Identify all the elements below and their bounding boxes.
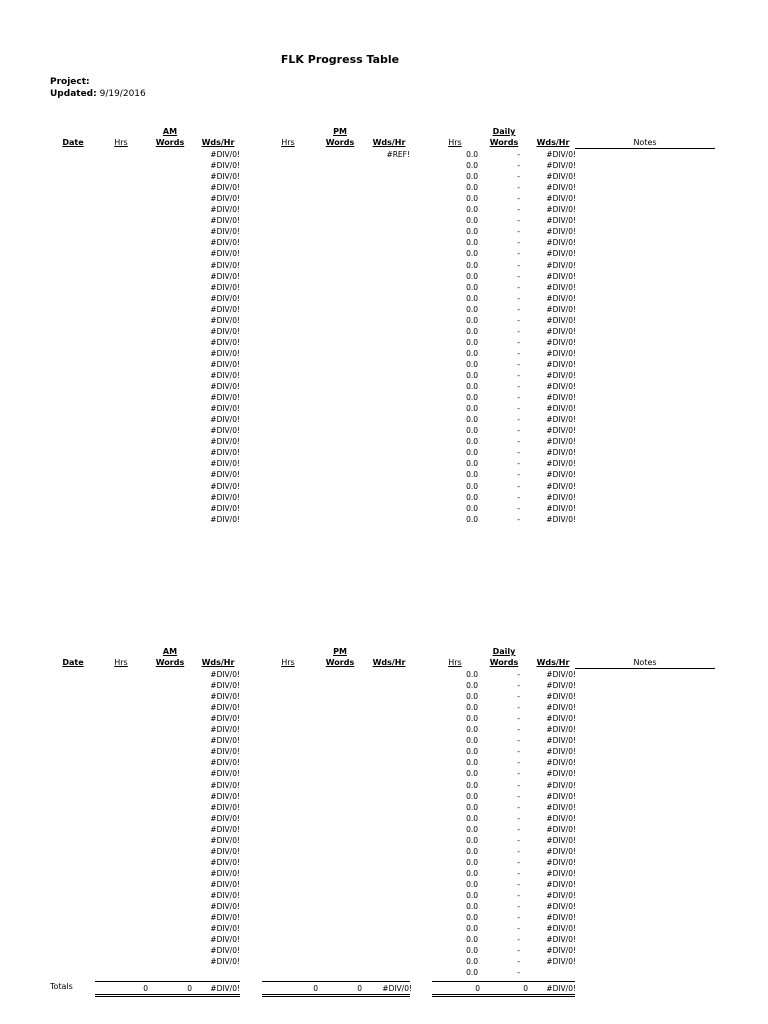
daily-words-cell: - <box>517 348 520 358</box>
daily-words-cell: - <box>517 891 520 900</box>
daily-wdshr-cell: #DIV/0! <box>546 371 576 380</box>
daily-words-cell: - <box>517 758 520 768</box>
daily-wdshr-cell: #DIV/0! <box>546 282 576 292</box>
am-wdshr-cell: #DIV/0! <box>210 813 240 823</box>
am-wdshr-cell: #DIV/0! <box>210 913 240 923</box>
daily-words-cell: - <box>517 238 520 248</box>
daily-words-cell: - <box>517 670 520 679</box>
totals-rule-bottom <box>262 994 410 997</box>
totals-am-wdshr-cell: #DIV/0! <box>210 984 240 993</box>
daily-wdshr-cell: #DIV/0! <box>546 714 576 724</box>
am-wdshr-cell: #DIV/0! <box>210 337 240 347</box>
am-wdshr-cell: #DIV/0! <box>210 703 240 713</box>
daily-wdshr-cell: #DIV/0! <box>546 260 576 270</box>
am-wdshr-cell: #DIV/0! <box>210 868 240 878</box>
am-wdshr-cell: #DIV/0! <box>210 448 240 458</box>
daily-wdshr-cell: #DIV/0! <box>546 359 576 369</box>
group-label-pm: PM <box>333 127 347 136</box>
daily-words-cell: - <box>517 359 520 369</box>
header-daily-words: Words <box>489 658 519 667</box>
am-wdshr-cell: #DIV/0! <box>210 470 240 480</box>
daily-words-cell: - <box>517 714 520 724</box>
daily-hrs-cell: 0.0 <box>466 935 478 945</box>
am-wdshr-cell: #DIV/0! <box>210 194 240 204</box>
am-wdshr-cell: #DIV/0! <box>210 957 240 967</box>
daily-hrs-cell: 0.0 <box>466 968 478 978</box>
daily-wdshr-cell: #DIV/0! <box>546 238 576 248</box>
daily-words-cell: - <box>517 791 520 801</box>
daily-wdshr-cell: #DIV/0! <box>546 857 576 867</box>
daily-hrs-cell: 0.0 <box>466 670 478 679</box>
daily-wdshr-cell: #DIV/0! <box>546 692 576 702</box>
daily-words-cell: - <box>517 205 520 215</box>
daily-words-cell: - <box>517 337 520 347</box>
header-daily-wdshr: Wds/Hr <box>536 138 570 147</box>
daily-words-cell: - <box>517 293 520 303</box>
group-label-daily: Daily <box>492 127 516 136</box>
daily-hrs-cell: 0.0 <box>466 304 478 314</box>
am-wdshr-cell: #DIV/0! <box>210 846 240 856</box>
page-title: FLK Progress Table <box>280 53 400 66</box>
daily-words-cell: - <box>517 194 520 204</box>
daily-wdshr-cell: #DIV/0! <box>546 846 576 856</box>
daily-words-cell: - <box>517 857 520 867</box>
daily-hrs-cell: 0.0 <box>466 824 478 834</box>
daily-hrs-cell: 0.0 <box>466 891 478 900</box>
daily-wdshr-cell: #DIV/0! <box>546 216 576 226</box>
am-wdshr-cell: #DIV/0! <box>210 725 240 735</box>
daily-words-cell: - <box>517 935 520 945</box>
daily-words-cell: - <box>517 393 520 403</box>
totals-pm-wdshr-cell: #DIV/0! <box>382 984 412 993</box>
daily-wdshr-cell: #DIV/0! <box>546 161 576 171</box>
header-daily-words: Words <box>489 138 519 147</box>
daily-hrs-cell: 0.0 <box>466 459 478 469</box>
daily-wdshr-cell: #DIV/0! <box>546 172 576 182</box>
daily-words-cell: - <box>517 802 520 812</box>
daily-hrs-cell: 0.0 <box>466 382 478 392</box>
daily-wdshr-cell: #DIV/0! <box>546 791 576 801</box>
daily-wdshr-cell: #DIV/0! <box>546 481 576 491</box>
daily-wdshr-cell: #DIV/0! <box>546 868 576 878</box>
totals-rule-bottom <box>95 994 240 997</box>
header-pm-hrs: Hrs <box>281 658 295 667</box>
daily-words-cell: - <box>517 824 520 834</box>
project-row <box>50 77 90 87</box>
am-wdshr-cell: #DIV/0! <box>210 150 240 159</box>
totals-daily-hrs-cell: 0 <box>475 984 480 993</box>
daily-hrs-cell: 0.0 <box>466 282 478 292</box>
totals-rule-top <box>432 981 575 982</box>
daily-hrs-cell: 0.0 <box>466 404 478 414</box>
am-wdshr-cell: #DIV/0! <box>210 681 240 691</box>
daily-wdshr-cell: #DIV/0! <box>546 404 576 414</box>
daily-words-cell: - <box>517 879 520 889</box>
daily-wdshr-cell: #DIV/0! <box>546 271 576 281</box>
daily-hrs-cell: 0.0 <box>466 337 478 347</box>
daily-words-cell: - <box>517 437 520 447</box>
daily-wdshr-cell: #DIV/0! <box>546 470 576 480</box>
group-label-am: AM <box>162 647 178 656</box>
daily-hrs-cell: 0.0 <box>466 183 478 193</box>
daily-hrs-cell: 0.0 <box>466 315 478 325</box>
daily-words-cell: - <box>517 260 520 270</box>
daily-hrs-cell: 0.0 <box>466 348 478 358</box>
daily-words-cell: - <box>517 780 520 790</box>
daily-wdshr-cell: #DIV/0! <box>546 935 576 945</box>
am-wdshr-cell: #DIV/0! <box>210 260 240 270</box>
daily-words-cell: - <box>517 404 520 414</box>
daily-wdshr-cell: #DIV/0! <box>546 304 576 314</box>
daily-hrs-cell: 0.0 <box>466 161 478 171</box>
daily-wdshr-cell: #DIV/0! <box>546 913 576 923</box>
header-notes: Notes <box>633 658 657 667</box>
daily-words-cell: - <box>517 415 520 425</box>
header-pm-hrs: Hrs <box>281 138 295 147</box>
am-wdshr-cell: #DIV/0! <box>210 183 240 193</box>
daily-wdshr-cell: #DIV/0! <box>546 891 576 900</box>
totals-am-hrs-cell: 0 <box>143 984 148 993</box>
group-label-pm: PM <box>333 647 347 656</box>
daily-wdshr-cell: #DIV/0! <box>546 725 576 735</box>
daily-wdshr-cell: #DIV/0! <box>546 736 576 746</box>
daily-hrs-cell: 0.0 <box>466 902 478 912</box>
daily-hrs-cell: 0.0 <box>466 437 478 447</box>
am-wdshr-cell: #DIV/0! <box>210 747 240 757</box>
daily-hrs-cell: 0.0 <box>466 271 478 281</box>
daily-words-cell: - <box>517 282 520 292</box>
am-wdshr-cell: #DIV/0! <box>210 924 240 934</box>
am-wdshr-cell: #DIV/0! <box>210 935 240 945</box>
daily-words-cell: - <box>517 371 520 380</box>
daily-words-cell: - <box>517 813 520 823</box>
daily-hrs-cell: 0.0 <box>466 714 478 724</box>
header-am-words: Words <box>155 138 185 147</box>
daily-wdshr-cell: #DIV/0! <box>546 813 576 823</box>
daily-hrs-cell: 0.0 <box>466 359 478 369</box>
daily-words-cell: - <box>517 315 520 325</box>
daily-words-cell: - <box>517 957 520 967</box>
am-wdshr-cell: #DIV/0! <box>210 359 240 369</box>
daily-wdshr-cell: #DIV/0! <box>546 382 576 392</box>
am-wdshr-cell: #DIV/0! <box>210 791 240 801</box>
am-wdshr-cell: #DIV/0! <box>210 161 240 171</box>
totals-daily-wdshr-cell: #DIV/0! <box>546 984 576 993</box>
daily-wdshr-cell: #DIV/0! <box>546 946 576 956</box>
header-pm-words: Words <box>325 138 355 147</box>
daily-wdshr-cell: #DIV/0! <box>546 514 576 524</box>
am-wdshr-cell: #DIV/0! <box>210 315 240 325</box>
daily-wdshr-cell: #DIV/0! <box>546 670 576 679</box>
daily-words-cell: - <box>517 868 520 878</box>
am-wdshr-cell: #DIV/0! <box>210 304 240 314</box>
am-wdshr-cell: #DIV/0! <box>210 172 240 182</box>
daily-hrs-cell: 0.0 <box>466 227 478 237</box>
header-date: Date <box>62 138 84 147</box>
am-wdshr-cell: #DIV/0! <box>210 736 240 746</box>
header-am-hrs: Hrs <box>114 138 128 147</box>
am-wdshr-cell: #DIV/0! <box>210 348 240 358</box>
daily-wdshr-cell: #DIV/0! <box>546 924 576 934</box>
am-wdshr-cell: #DIV/0! <box>210 670 240 679</box>
daily-wdshr-cell: #DIV/0! <box>546 415 576 425</box>
daily-hrs-cell: 0.0 <box>466 813 478 823</box>
daily-words-cell: - <box>517 271 520 281</box>
daily-wdshr-cell: #DIV/0! <box>546 205 576 215</box>
pm-wdshr-cell: #REF! <box>386 150 410 159</box>
daily-hrs-cell: 0.0 <box>466 238 478 248</box>
daily-hrs-cell: 0.0 <box>466 150 478 159</box>
am-wdshr-cell: #DIV/0! <box>210 216 240 226</box>
daily-wdshr-cell: #DIV/0! <box>546 879 576 889</box>
daily-hrs-cell: 0.0 <box>466 913 478 923</box>
daily-words-cell: - <box>517 736 520 746</box>
daily-hrs-cell: 0.0 <box>466 758 478 768</box>
am-wdshr-cell: #DIV/0! <box>210 404 240 414</box>
daily-hrs-cell: 0.0 <box>466 692 478 702</box>
header-daily-wdshr: Wds/Hr <box>536 658 570 667</box>
daily-wdshr-cell: #DIV/0! <box>546 747 576 757</box>
am-wdshr-cell: #DIV/0! <box>210 802 240 812</box>
am-wdshr-cell: #DIV/0! <box>210 227 240 237</box>
daily-wdshr-cell: #DIV/0! <box>546 902 576 912</box>
daily-wdshr-cell: #DIV/0! <box>546 326 576 336</box>
daily-wdshr-cell: #DIV/0! <box>546 459 576 469</box>
daily-hrs-cell: 0.0 <box>466 260 478 270</box>
daily-words-cell: - <box>517 514 520 524</box>
daily-wdshr-cell: #DIV/0! <box>546 194 576 204</box>
daily-words-cell: - <box>517 161 520 171</box>
project-label: Project: <box>50 77 90 87</box>
daily-wdshr-cell: #DIV/0! <box>546 293 576 303</box>
header-am-wdshr: Wds/Hr <box>201 138 235 147</box>
am-wdshr-cell: #DIV/0! <box>210 503 240 513</box>
daily-hrs-cell: 0.0 <box>466 681 478 691</box>
am-wdshr-cell: #DIV/0! <box>210 282 240 292</box>
daily-hrs-cell: 0.0 <box>466 946 478 956</box>
totals-rule-bottom <box>432 994 575 997</box>
daily-wdshr-cell: #DIV/0! <box>546 769 576 779</box>
daily-words-cell: - <box>517 725 520 735</box>
header-date: Date <box>62 658 84 667</box>
daily-hrs-cell: 0.0 <box>466 879 478 889</box>
am-wdshr-cell: #DIV/0! <box>210 492 240 502</box>
daily-hrs-cell: 0.0 <box>466 780 478 790</box>
am-wdshr-cell: #DIV/0! <box>210 426 240 436</box>
group-label-daily: Daily <box>492 647 516 656</box>
daily-wdshr-cell: #DIV/0! <box>546 150 576 159</box>
daily-wdshr-cell: #DIV/0! <box>546 227 576 237</box>
am-wdshr-cell: #DIV/0! <box>210 714 240 724</box>
daily-wdshr-cell: #DIV/0! <box>546 758 576 768</box>
daily-words-cell: - <box>517 503 520 513</box>
header-daily-hrs: Hrs <box>448 658 462 667</box>
am-wdshr-cell: #DIV/0! <box>210 205 240 215</box>
am-wdshr-cell: #DIV/0! <box>210 857 240 867</box>
daily-wdshr-cell: #DIV/0! <box>546 503 576 513</box>
daily-wdshr-cell: #DIV/0! <box>546 337 576 347</box>
totals-am-words-cell: 0 <box>187 984 192 993</box>
daily-hrs-cell: 0.0 <box>466 492 478 502</box>
am-wdshr-cell: #DIV/0! <box>210 238 240 248</box>
am-wdshr-cell: #DIV/0! <box>210 459 240 469</box>
daily-words-cell: - <box>517 692 520 702</box>
notes-rule <box>575 668 715 669</box>
am-wdshr-cell: #DIV/0! <box>210 271 240 281</box>
updated-row <box>50 89 146 99</box>
am-wdshr-cell: #DIV/0! <box>210 692 240 702</box>
daily-words-cell: - <box>517 304 520 314</box>
daily-hrs-cell: 0.0 <box>466 481 478 491</box>
daily-words-cell: - <box>517 249 520 259</box>
am-wdshr-cell: #DIV/0! <box>210 393 240 403</box>
daily-hrs-cell: 0.0 <box>466 371 478 380</box>
group-label-am: AM <box>162 127 178 136</box>
daily-wdshr-cell: #DIV/0! <box>546 957 576 967</box>
daily-words-cell: - <box>517 183 520 193</box>
daily-hrs-cell: 0.0 <box>466 216 478 226</box>
daily-hrs-cell: 0.0 <box>466 924 478 934</box>
daily-wdshr-cell: #DIV/0! <box>546 249 576 259</box>
daily-hrs-cell: 0.0 <box>466 747 478 757</box>
daily-wdshr-cell: #DIV/0! <box>546 348 576 358</box>
daily-words-cell: - <box>517 703 520 713</box>
daily-hrs-cell: 0.0 <box>466 205 478 215</box>
daily-hrs-cell: 0.0 <box>466 802 478 812</box>
am-wdshr-cell: #DIV/0! <box>210 249 240 259</box>
daily-wdshr-cell: #DIV/0! <box>546 393 576 403</box>
daily-wdshr-cell: #DIV/0! <box>546 426 576 436</box>
am-wdshr-cell: #DIV/0! <box>210 769 240 779</box>
header-pm-wdshr: Wds/Hr <box>372 138 406 147</box>
daily-hrs-cell: 0.0 <box>466 514 478 524</box>
daily-words-cell: - <box>517 481 520 491</box>
daily-words-cell: - <box>517 681 520 691</box>
am-wdshr-cell: #DIV/0! <box>210 758 240 768</box>
daily-hrs-cell: 0.0 <box>466 725 478 735</box>
am-wdshr-cell: #DIV/0! <box>210 835 240 845</box>
daily-wdshr-cell: #DIV/0! <box>546 802 576 812</box>
totals-rule-top <box>262 981 410 982</box>
am-wdshr-cell: #DIV/0! <box>210 946 240 956</box>
daily-words-cell: - <box>517 172 520 182</box>
am-wdshr-cell: #DIV/0! <box>210 780 240 790</box>
am-wdshr-cell: #DIV/0! <box>210 891 240 900</box>
daily-wdshr-cell: #DIV/0! <box>546 183 576 193</box>
daily-hrs-cell: 0.0 <box>466 293 478 303</box>
totals-label: Totals <box>50 982 73 991</box>
daily-wdshr-cell: #DIV/0! <box>546 703 576 713</box>
header-daily-hrs: Hrs <box>448 138 462 147</box>
totals-daily-words-cell: 0 <box>523 984 528 993</box>
am-wdshr-cell: #DIV/0! <box>210 293 240 303</box>
daily-hrs-cell: 0.0 <box>466 736 478 746</box>
daily-wdshr-cell: #DIV/0! <box>546 824 576 834</box>
daily-hrs-cell: 0.0 <box>466 326 478 336</box>
header-notes: Notes <box>633 138 657 147</box>
daily-wdshr-cell: #DIV/0! <box>546 437 576 447</box>
totals-pm-words-cell: 0 <box>357 984 362 993</box>
daily-wdshr-cell: #DIV/0! <box>546 448 576 458</box>
daily-words-cell: - <box>517 326 520 336</box>
updated-label: Updated: <box>50 89 97 99</box>
daily-hrs-cell: 0.0 <box>466 470 478 480</box>
am-wdshr-cell: #DIV/0! <box>210 382 240 392</box>
daily-words-cell: - <box>517 150 520 159</box>
updated-value: 9/19/2016 <box>99 89 146 99</box>
daily-hrs-cell: 0.0 <box>466 393 478 403</box>
daily-words-cell: - <box>517 227 520 237</box>
daily-hrs-cell: 0.0 <box>466 846 478 856</box>
totals-pm-hrs-cell: 0 <box>313 984 318 993</box>
am-wdshr-cell: #DIV/0! <box>210 514 240 524</box>
am-wdshr-cell: #DIV/0! <box>210 415 240 425</box>
daily-wdshr-cell: #DIV/0! <box>546 835 576 845</box>
daily-words-cell: - <box>517 968 520 978</box>
header-am-wdshr: Wds/Hr <box>201 658 235 667</box>
am-wdshr-cell: #DIV/0! <box>210 481 240 491</box>
daily-hrs-cell: 0.0 <box>466 249 478 259</box>
daily-words-cell: - <box>517 913 520 923</box>
daily-hrs-cell: 0.0 <box>466 448 478 458</box>
daily-hrs-cell: 0.0 <box>466 194 478 204</box>
daily-words-cell: - <box>517 902 520 912</box>
daily-hrs-cell: 0.0 <box>466 415 478 425</box>
daily-words-cell: - <box>517 769 520 779</box>
daily-words-cell: - <box>517 835 520 845</box>
daily-words-cell: - <box>517 470 520 480</box>
daily-hrs-cell: 0.0 <box>466 503 478 513</box>
am-wdshr-cell: #DIV/0! <box>210 437 240 447</box>
am-wdshr-cell: #DIV/0! <box>210 902 240 912</box>
daily-hrs-cell: 0.0 <box>466 426 478 436</box>
daily-words-cell: - <box>517 426 520 436</box>
daily-hrs-cell: 0.0 <box>466 868 478 878</box>
daily-words-cell: - <box>517 459 520 469</box>
daily-hrs-cell: 0.0 <box>466 791 478 801</box>
header-am-words: Words <box>155 658 185 667</box>
daily-wdshr-cell: #DIV/0! <box>546 780 576 790</box>
daily-wdshr-cell: #DIV/0! <box>546 492 576 502</box>
daily-hrs-cell: 0.0 <box>466 835 478 845</box>
am-wdshr-cell: #DIV/0! <box>210 879 240 889</box>
daily-wdshr-cell: #DIV/0! <box>546 681 576 691</box>
daily-words-cell: - <box>517 448 520 458</box>
daily-hrs-cell: 0.0 <box>466 857 478 867</box>
am-wdshr-cell: #DIV/0! <box>210 326 240 336</box>
daily-words-cell: - <box>517 747 520 757</box>
header-pm-words: Words <box>325 658 355 667</box>
daily-hrs-cell: 0.0 <box>466 172 478 182</box>
am-wdshr-cell: #DIV/0! <box>210 371 240 380</box>
daily-hrs-cell: 0.0 <box>466 957 478 967</box>
daily-words-cell: - <box>517 492 520 502</box>
daily-wdshr-cell: #DIV/0! <box>546 315 576 325</box>
totals-rule-top <box>95 981 240 982</box>
daily-words-cell: - <box>517 216 520 226</box>
daily-hrs-cell: 0.0 <box>466 769 478 779</box>
daily-words-cell: - <box>517 382 520 392</box>
header-am-hrs: Hrs <box>114 658 128 667</box>
daily-words-cell: - <box>517 924 520 934</box>
notes-rule <box>575 148 715 149</box>
daily-hrs-cell: 0.0 <box>466 703 478 713</box>
daily-words-cell: - <box>517 846 520 856</box>
am-wdshr-cell: #DIV/0! <box>210 824 240 834</box>
header-pm-wdshr: Wds/Hr <box>372 658 406 667</box>
daily-words-cell: - <box>517 946 520 956</box>
